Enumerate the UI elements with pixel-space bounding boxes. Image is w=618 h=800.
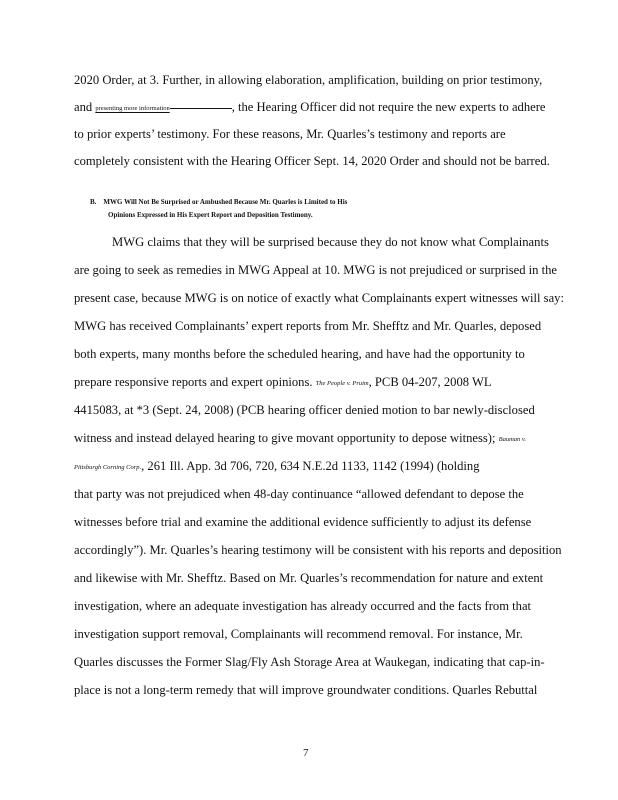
body-line-6: are going to seek as remedies in MWG Appeal at 10. MWG is not prejudiced or surprised in the bbox=[74, 263, 557, 277]
cite-tail: , PCB 04-207, 2008 WL bbox=[368, 375, 492, 389]
body-line-5: MWG claims that they will be surprised because they do not know what Complainants bbox=[112, 235, 549, 249]
case-cite-bauman: Bauman v. bbox=[498, 436, 526, 443]
body-line-13: Pittsburgh Corning Corp., 261 Ill. App. 3d 706, 720, 634 N.E.2d 1133, 1142 (1994) (holding bbox=[74, 459, 480, 473]
body-line-4: completely consistent with the Hearing Officer Sept. 14, 2020 Order and should not be barred. bbox=[74, 154, 550, 168]
body-line-18: investigation, where an adequate investigation has already occurred and the facts from that bbox=[74, 599, 532, 613]
case-cite-pittsburgh: Pittsburgh Corning Corp. bbox=[74, 464, 142, 471]
heading-label: B. bbox=[90, 198, 97, 206]
body-line-19: investigation support removal, Complainants will recommend removal. For instance, Mr. bbox=[74, 627, 523, 641]
body-line-16: accordingly”). Mr. Quarles’s hearing testimony will be consistent with his reports and deposition bbox=[74, 543, 562, 557]
body-line-2 bbox=[74, 99, 574, 117]
body-line-15: witnesses before trial and examine the additional evidence sufficiently to adjust its defense bbox=[74, 515, 532, 529]
line-2-prefix: and bbox=[74, 100, 96, 114]
body-line-20: Quarles discusses the Former Slag/Fly Ash Storage Area at Waukegan, indicating that cap-in- bbox=[74, 655, 545, 669]
body-line-7: present case, because MWG is on notice of exactly what Complainants expert witnesses will say: bbox=[74, 291, 564, 305]
body-line-17: and likewise with Mr. Shefftz. Based on Mr. Quarles’s recommendation for nature and extent bbox=[74, 571, 544, 585]
line-2-rest: , the Hearing Officer did not require the new experts to adhere bbox=[231, 100, 546, 114]
section-heading bbox=[90, 197, 347, 207]
body-line-11: 4415083, at *3 (Sept. 24, 2008) (PCB hearing officer denied motion to bar newly-disclosed bbox=[74, 403, 535, 417]
underlined-phrase: presenting more information bbox=[95, 100, 231, 114]
body-line-1: 2020 Order, at 3. Further, in allowing elaboration, amplification, building on prior testimony, bbox=[74, 73, 543, 87]
body-line-8: MWG has received Complainants’ expert reports from Mr. Shefftz and Mr. Quarles, deposed bbox=[74, 319, 542, 333]
heading-line-2: Opinions Expressed in His Expert Report and Deposition Testimony. bbox=[108, 211, 313, 219]
page-number: 7 bbox=[303, 747, 309, 759]
body-line-3: to prior experts’ testimony. For these reasons, Mr. Quarles’s testimony and reports are bbox=[74, 127, 506, 141]
body-line-14: that party was not prejudiced when 48-day continuance “allowed defendant to depose the bbox=[74, 487, 524, 501]
body-line-21: place is not a long-term remedy that will improve groundwater conditions. Quarles Rebuttal bbox=[74, 683, 538, 697]
body-line-9: both experts, many months before the scheduled hearing, and have had the opportunity to bbox=[74, 347, 525, 361]
case-cite-pruim: The People v. Pruim bbox=[315, 380, 369, 387]
heading-line-1: MWG Will Not Be Surprised or Ambushed Because Mr. Quarles is Limited to His bbox=[103, 198, 348, 206]
body-line-12: witness and instead delayed hearing to give movant opportunity to depose witness); Bauman v. bbox=[74, 431, 526, 445]
body-line-10: prepare responsive reports and expert opinions. The People v. Pruim, PCB 04-207, 2008 WL bbox=[74, 375, 492, 389]
